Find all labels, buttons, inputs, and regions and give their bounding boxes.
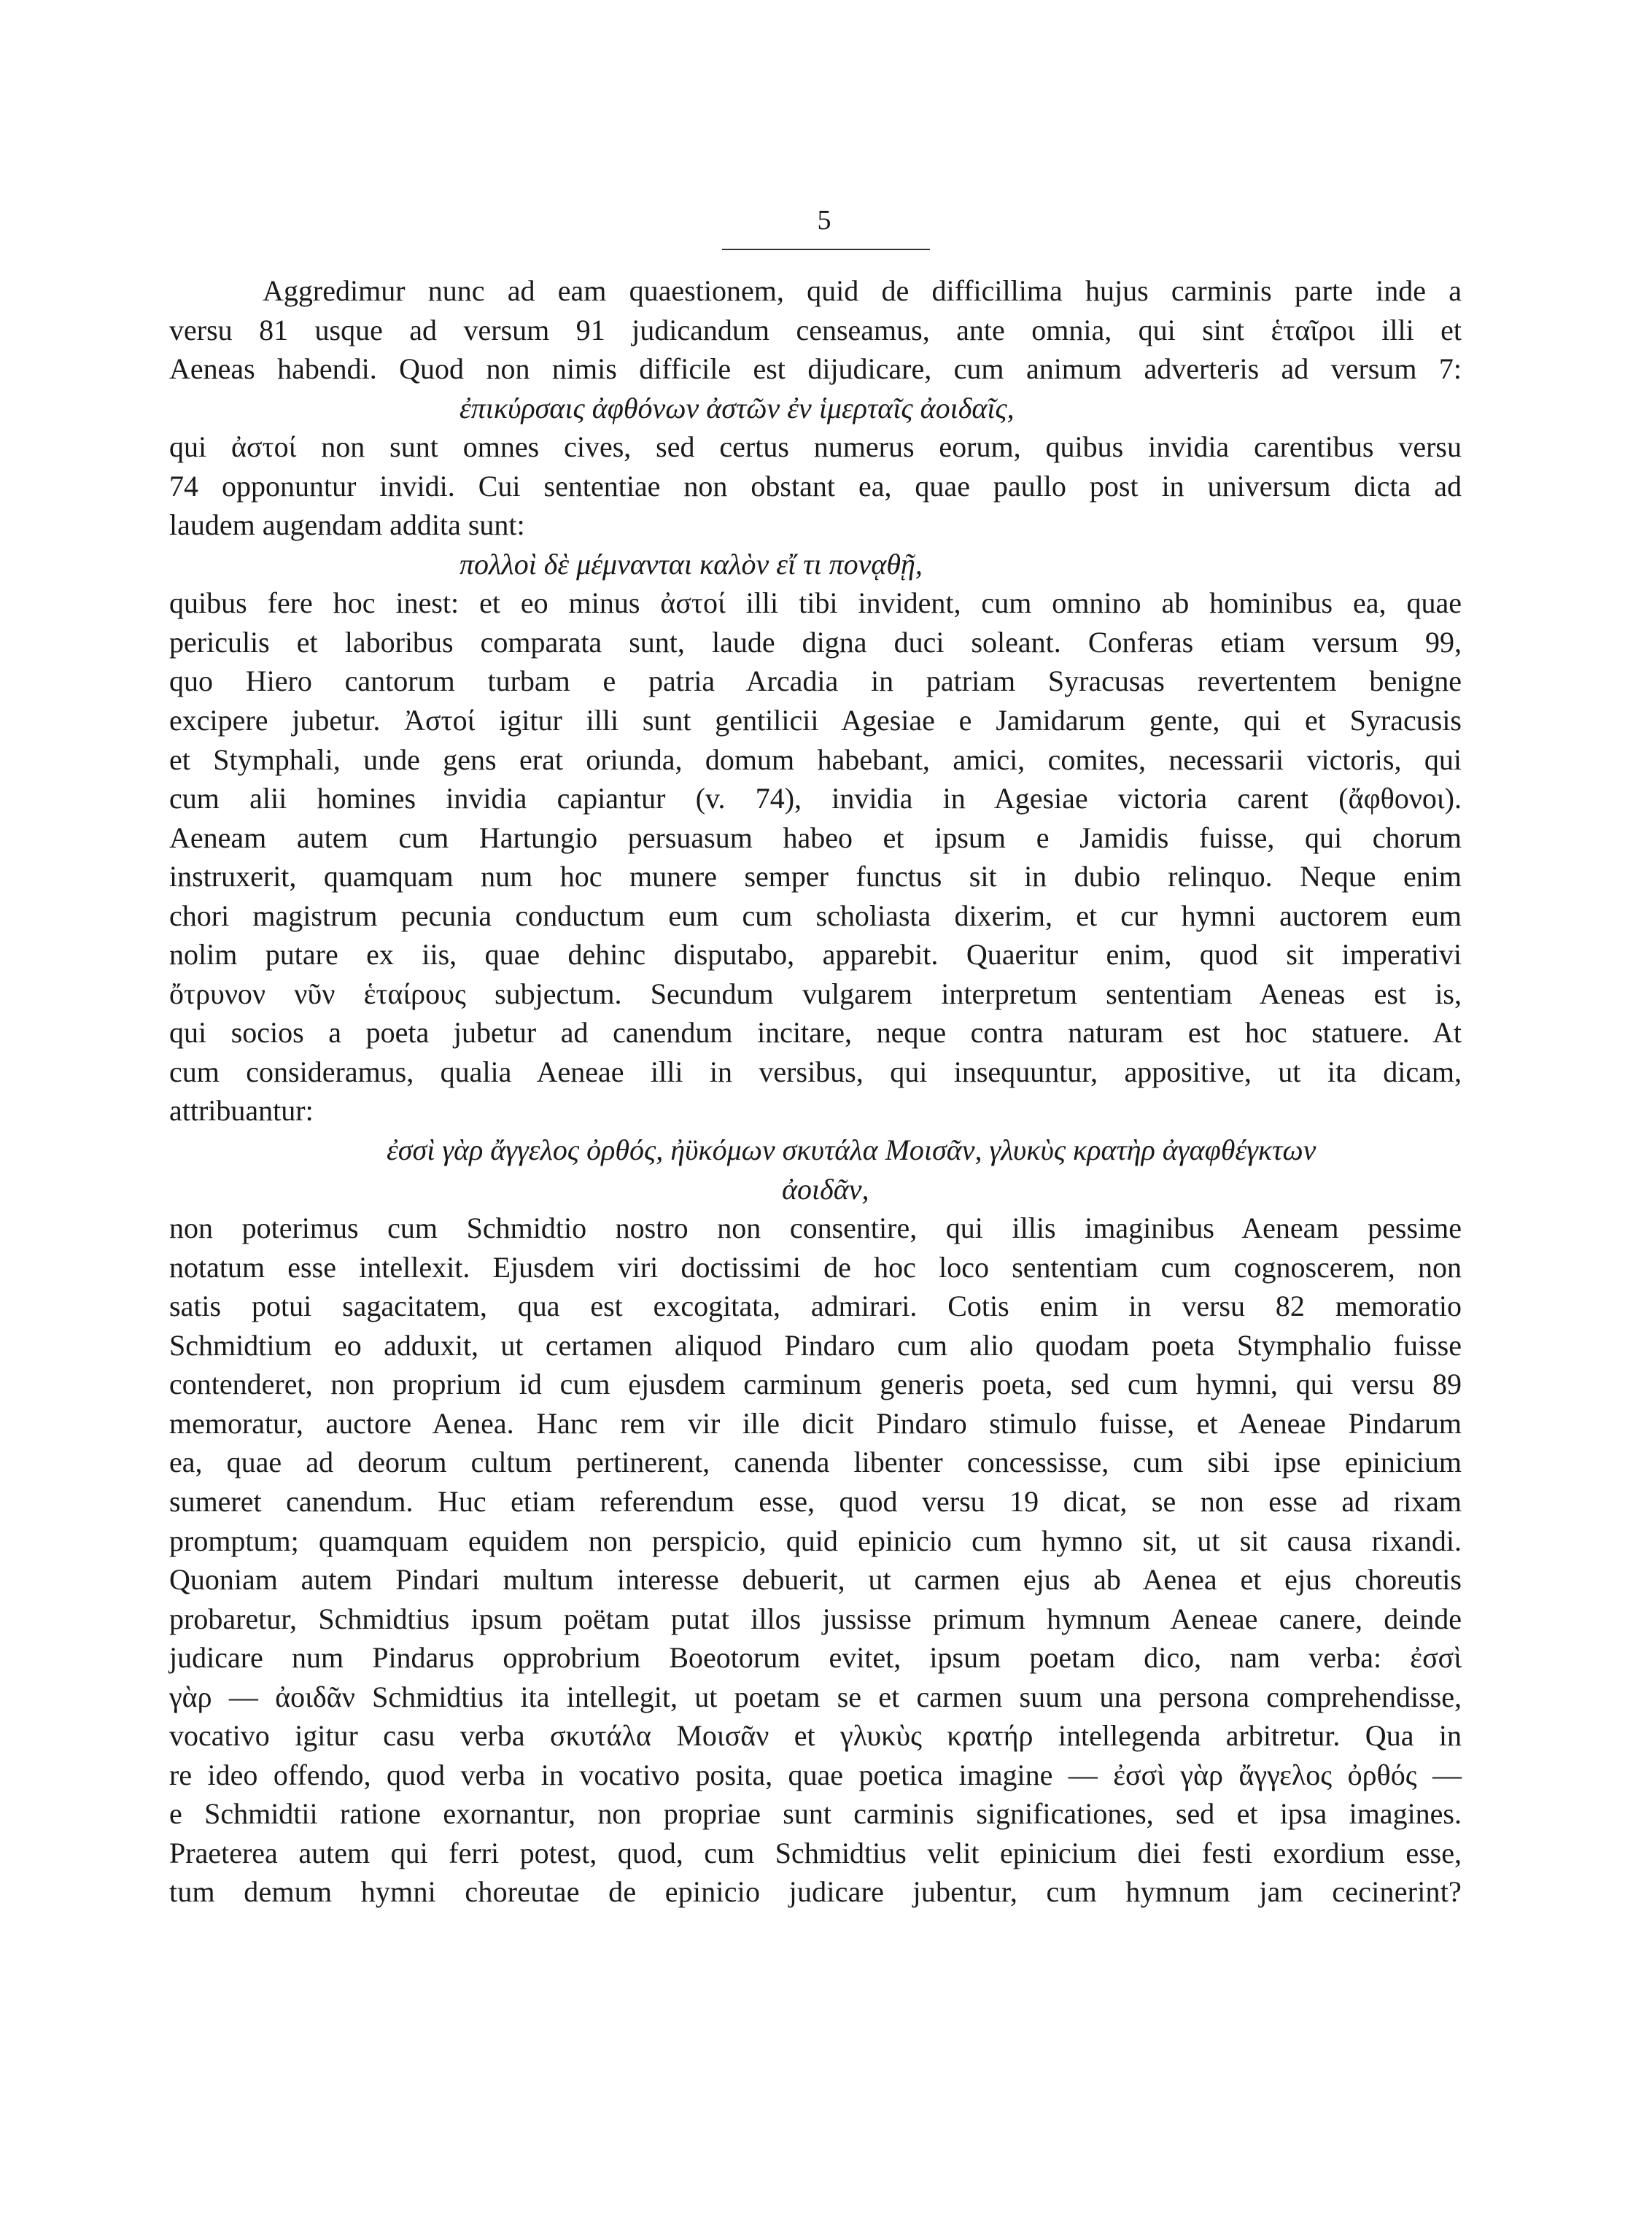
text-line: Aeneam autem cum Hartungio persuasum habeo et ipsum e Jamidis fuisse, qui chorum (169, 821, 1462, 854)
text-line: laudem augendam addita sunt: (169, 508, 525, 542)
text-line: γὰρ — ἀοιδᾶν Schmidtius ita intellegit, ut poetam se et carmen suum una persona comprehendisse, (169, 1680, 1462, 1713)
verse-quote: ἀοιδᾶν, (782, 1172, 869, 1206)
text-line: promptum; quamquam equidem non perspicio, quid epinicio cum hymno sit, ut sit causa rixandi. (169, 1524, 1462, 1557)
text-line: re ideo offendo, quod verba in vocativo posita, quae poetica imagine — ἐσσὶ γὰρ ἄγγελος ὀρθός — (169, 1758, 1462, 1791)
text-line: memoratur, auctore Aenea. Hanc rem vir ille dicit Pindaro stimulo fuisse, et Aeneae Pindarum (169, 1406, 1462, 1440)
text-line: Schmidtium eo adduxit, ut certamen aliquod Pindaro cum alio quodam poeta Stymphalio fuisse (169, 1328, 1462, 1362)
page-number: 5 (817, 205, 831, 236)
text-line: cum alii homines invidia capiantur (v. 74), invidia in Agesiae victoria carent (ἄφθονοι). (169, 782, 1462, 815)
text-line: e Schmidtii ratione exornantur, non propriae sunt carminis significationes, sed et ipsa imagines. (169, 1797, 1462, 1831)
text-line: periculis et laboribus comparata sunt, laude digna duci soleant. Conferas etiam versum 99, (169, 625, 1462, 659)
text-line: tum demum hymni choreutae de epinicio judicare jubentur, cum hymnum jam cecinerint? (169, 1875, 1462, 1909)
text-line: probaretur, Schmidtius ipsum poëtam putat illos jussisse primum hymnum Aeneae canere, deinde (169, 1602, 1462, 1635)
text-line: Praeterea autem qui ferri potest, quod, cum Schmidtius velit epinicium diei festi exordium esse, (169, 1836, 1462, 1869)
text-line: excipere jubetur. Ἀστοί igitur illi sunt gentilicii Agesiae e Jamidarum gente, qui et Syracusis (169, 704, 1462, 737)
text-line: notatum esse intellexit. Ejusdem viri doctissimi de hoc loco sententiam cum cognoscerem, non (169, 1250, 1462, 1284)
text-line: 74 opponuntur invidi. Cui sententiae non obstant ea, quae paullo post in universum dicta ad (169, 469, 1462, 503)
verse-quote: ἐσσὶ γὰρ ἄγγελος ὀρθός, ἠϋκόμων σκυτάλα Μοισᾶν, γλυκὺς κρατὴρ ἀγαφθέγκτων (387, 1133, 1316, 1167)
text-line: instruxerit, quamquam num hoc munere semper functus sit in dubio relinquo. Neque enim (169, 860, 1462, 893)
text-line: ea, quae ad deorum cultum pertinerent, canenda libenter concessisse, cum sibi ipse epinicium (169, 1446, 1462, 1479)
text-line: ὄτρυνον νῦν ἑταίρους subjectum. Secundum vulgarem interpretum sententiam Aeneas est is, (169, 977, 1462, 1010)
text-line: qui socios a poeta jubetur ad canendum incitare, neque contra naturam est hoc statuere. At (169, 1016, 1462, 1050)
body-text (169, 271, 1462, 1912)
text-line: Quoniam autem Pindari multum interesse debuerit, ut carmen ejus ab Aenea et ejus choreutis (169, 1563, 1462, 1597)
text-line: quibus fere hoc inest: et eo minus ἀστοί illi tibi invident, cum omnino ab hominibus ea, quae (169, 586, 1462, 620)
text-line: quo Hiero cantorum turbam e patria Arcadia in patriam Syracusas revertentem benigne (169, 664, 1462, 698)
text-line: satis potui sagacitatem, qua est excogitata, admirari. Cotis enim in versu 82 memoratio (169, 1290, 1462, 1323)
verse-quote: ἐπικύρσαις ἀφθόνων ἀστῶν ἐν ἱμερταῖς ἀοιδαῖς, (459, 391, 1015, 424)
text-line: et Stymphali, unde gens erat oriunda, domum habebant, amici, comites, necessarii victoris, qui (169, 743, 1462, 776)
text-line: judicare num Pindarus opprobrium Boeotorum evitet, ipsum poetam dico, nam verba: ἐσσὶ (169, 1641, 1462, 1675)
text-line: versu 81 usque ad versum 91 judicandum censeamus, ante omnia, qui sint ἑταῖροι illi et (169, 313, 1462, 346)
text-line: qui ἀστοί non sunt omnes cives, sed certus numerus eorum, quibus invidia carentibus versu (169, 430, 1462, 464)
text-line: chori magistrum pecunia conductum eum cum scholiasta dixerim, et cur hymni auctorem eum (169, 899, 1462, 932)
text-line: cum consideramus, qualia Aeneae illi in versibus, qui insequuntur, appositive, ut ita dicam, (169, 1055, 1462, 1088)
text-line: nolim putare ex iis, quae dehinc disputabo, apparebit. Quaeritur enim, quod sit imperativi (169, 938, 1462, 972)
header-rule (722, 249, 930, 250)
text-line: Aggredimur nunc ad eam quaestionem, quid de difficillima hujus carminis parte inde a (263, 274, 1462, 307)
text-line: contenderet, non proprium id cum ejusdem carminum generis poeta, sed cum hymni, qui versu 89 (169, 1368, 1462, 1401)
text-line: non poterimus cum Schmidtio nostro non consentire, qui illis imaginibus Aeneam pessime (169, 1211, 1462, 1245)
text-line: sumeret canendum. Huc etiam referendum esse, quod versu 19 dicat, se non esse ad rixam (169, 1484, 1462, 1518)
text-line: Aeneas habendi. Quod non nimis difficile est dijudicare, cum animum adverteris ad versum 7: (169, 352, 1462, 386)
text-line: attribuantur: (169, 1094, 314, 1128)
verse-quote: πολλοὶ δὲ μέμνανται καλὸν εἴ τι πονᾳθῇ, (459, 547, 923, 581)
text-line: vocativo igitur casu verba σκυτάλα Μοισᾶν et γλυκὺς κρατήρ intellegenda arbitretur. Qua in (169, 1719, 1462, 1753)
